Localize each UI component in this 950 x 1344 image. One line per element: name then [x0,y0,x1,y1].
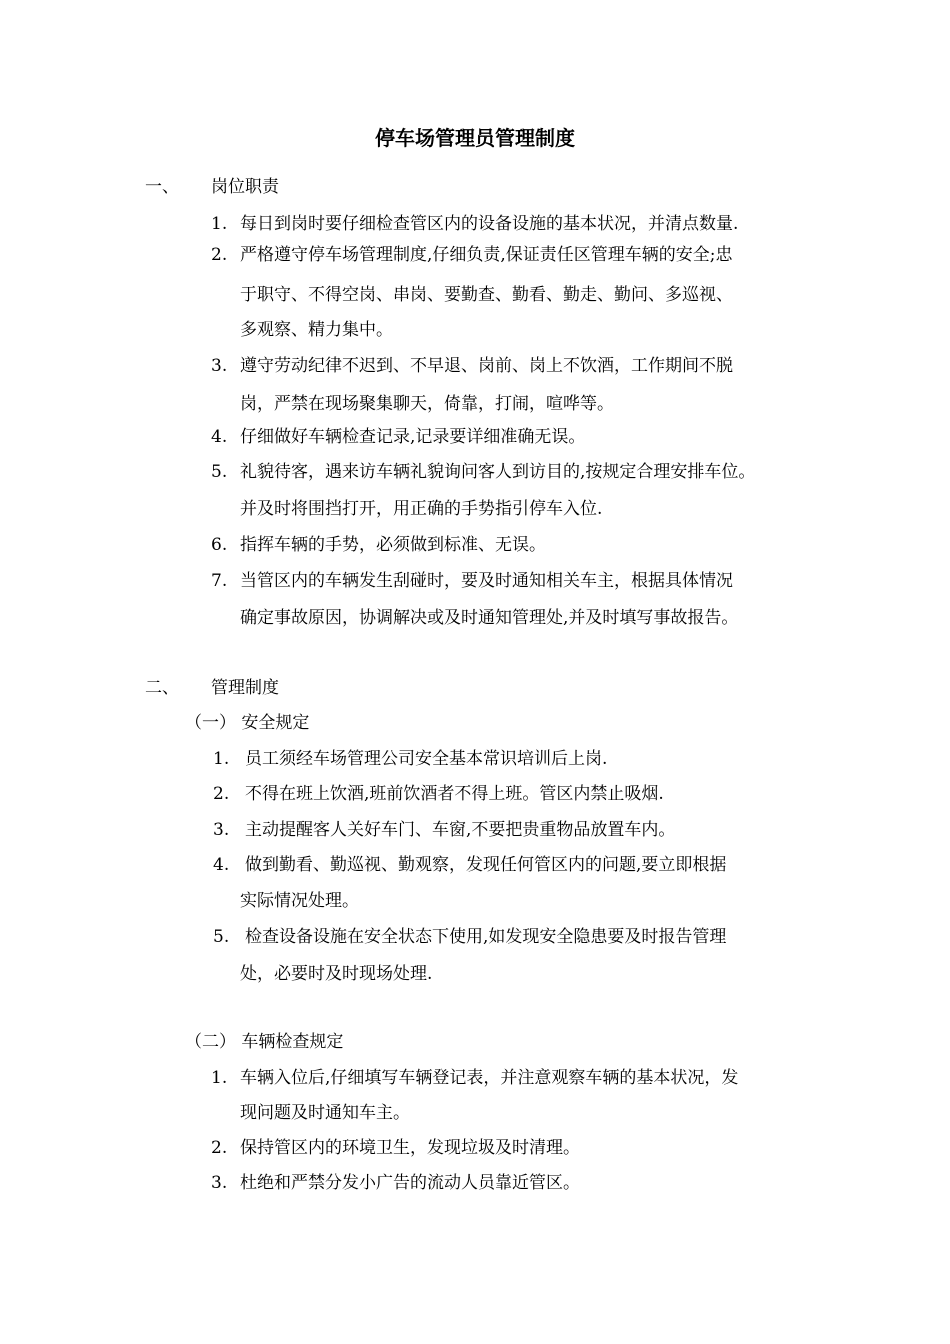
subsection-heading: （二） 车辆检查规定 [185,1032,344,1052]
section-number: 一、 [145,177,179,197]
item-text-continued: 多观察、精力集中。 [240,320,393,340]
item-text: 员工须经车场管理公司安全基本常识培训后上岗. [245,749,608,769]
item-text: 保持管区内的环境卫生，发现垃圾及时清理。 [240,1138,580,1158]
item-number: 3. [211,356,228,376]
item-number: 5. [213,927,230,947]
item-number: 3. [213,820,230,840]
item-text-continued: 实际情况处理。 [240,891,359,911]
item-text: 主动提醒客人关好车门、车窗,不要把贵重物品放置车内。 [245,820,676,840]
item-text: 做到勤看、勤巡视、勤观察，发现任何管区内的问题,要立即根据 [245,855,727,875]
item-text: 每日到岗时要仔细检查管区内的设备设施的基本状况，并清点数量. [240,214,739,234]
item-text: 杜绝和严禁分发小广告的流动人员靠近管区。 [240,1173,580,1193]
item-text: 指挥车辆的手势，必须做到标准、无误。 [240,535,546,555]
item-number: 1. [211,214,228,234]
item-number: 1. [213,749,230,769]
item-text-continued: 现问题及时通知车主。 [240,1103,410,1123]
item-number: 3. [211,1173,228,1193]
document-title: 停车场管理员管理制度 [375,126,575,150]
item-number: 7. [211,571,228,591]
item-text: 遵守劳动纪律不迟到、不早退、岗前、岗上不饮酒，工作期间不脱 [240,356,733,376]
item-number: 4. [213,855,230,875]
item-text-continued: 岗，严禁在现场聚集聊天，倚靠，打闹，喧哗等。 [240,394,614,414]
item-text: 仔细做好车辆检查记录,记录要详细准确无误。 [240,427,586,447]
item-number: 5. [211,462,228,482]
item-text-continued: 处，必要时及时现场处理. [240,964,433,984]
item-number: 6. [211,535,228,555]
item-text: 严格遵守停车场管理制度,仔细负责,保证责任区管理车辆的安全;忠 [240,245,733,265]
subsection-heading: （一） 安全规定 [185,713,310,733]
item-number: 4. [211,427,228,447]
section-title: 管理制度 [211,678,279,698]
item-text: 车辆入位后,仔细填写车辆登记表，并注意观察车辆的基本状况，发 [240,1068,739,1088]
item-text: 检查设备设施在安全状态下使用,如发现安全隐患要及时报告管理 [245,927,727,947]
item-text: 当管区内的车辆发生刮碰时，要及时通知相关车主，根据具体情况 [240,571,733,591]
section-title: 岗位职责 [211,177,279,197]
section-number: 二、 [145,678,179,698]
item-text: 礼貌待客，遇来访车辆礼貌询问客人到访目的,按规定合理安排车位。 [240,462,756,482]
item-text-continued: 于职守、不得空岗、串岗、要勤查、勤看、勤走、勤问、多巡视、 [240,285,733,305]
item-text: 不得在班上饮酒,班前饮酒者不得上班。管区内禁止吸烟. [245,784,664,804]
item-number: 2. [211,245,228,265]
item-text-continued: 并及时将围挡打开，用正确的手势指引停车入位. [240,499,603,519]
item-number: 2. [213,784,230,804]
item-number: 1. [211,1068,228,1088]
item-number: 2. [211,1138,228,1158]
item-text-continued: 确定事故原因，协调解决或及时通知管理处,并及时填写事故报告。 [240,608,739,628]
